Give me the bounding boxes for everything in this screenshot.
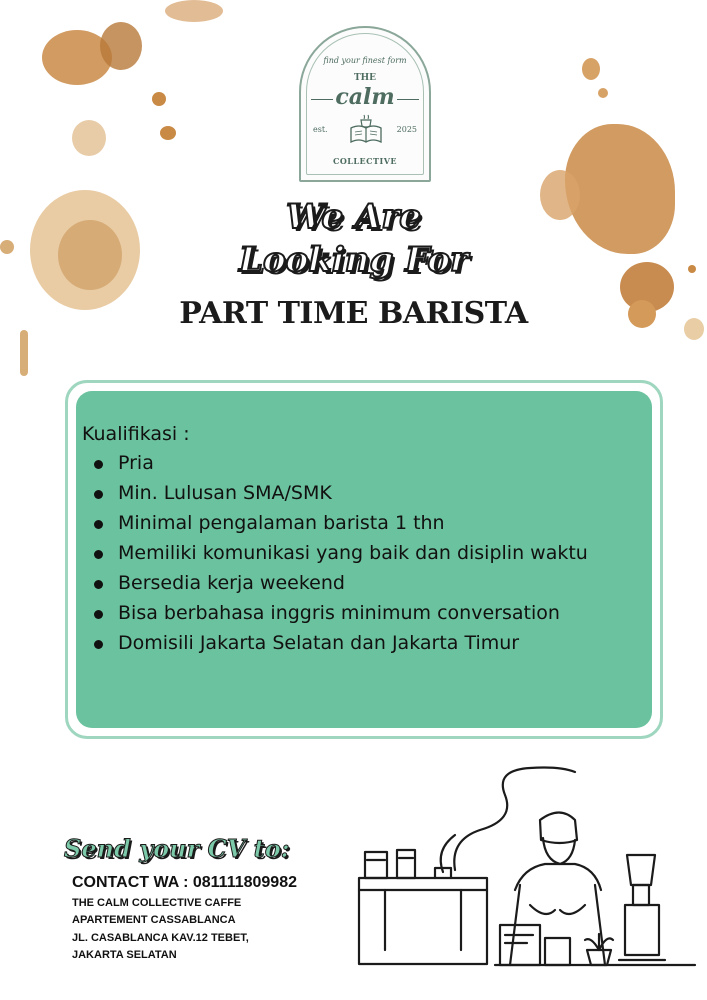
logo-divider-right bbox=[397, 99, 419, 100]
logo-est: est. bbox=[313, 125, 328, 134]
list-item bbox=[82, 512, 588, 542]
list-item-text: Memiliki komunikasi yang baik dan disiplin waktu bbox=[118, 542, 588, 564]
list-item-text: Min. Lulusan SMA/SMK bbox=[118, 482, 332, 504]
contact-whatsapp: CONTACT WA : 081111809982 bbox=[72, 874, 297, 891]
headline-line-1: We Are bbox=[286, 197, 421, 237]
send-cv-heading: Send your CV to: bbox=[64, 834, 290, 863]
logo-year: 2025 bbox=[396, 125, 417, 134]
logo-name: calm bbox=[335, 84, 395, 110]
list-item bbox=[82, 542, 588, 572]
open-book-with-cup-icon bbox=[347, 114, 385, 146]
qualifications-list bbox=[82, 452, 588, 662]
logo-the: THE bbox=[353, 73, 377, 83]
list-item-text: Minimal pengalaman barista 1 thn bbox=[118, 512, 445, 534]
logo-collective: COLLECTIVE bbox=[332, 156, 398, 166]
list-item-text: Bisa berbahasa inggris minimum conversation bbox=[118, 602, 560, 624]
list-item-text: Pria bbox=[118, 452, 154, 474]
position-title: PART TIME BARISTA bbox=[179, 296, 528, 331]
bullet-icon bbox=[94, 490, 103, 499]
logo-tagline: find your finest form bbox=[323, 56, 407, 65]
list-item bbox=[82, 572, 588, 602]
bullet-icon bbox=[94, 460, 103, 469]
list-item-text: Bersedia kerja weekend bbox=[118, 572, 345, 594]
bullet-icon bbox=[94, 520, 103, 529]
headline-line-2: Looking For bbox=[239, 240, 468, 280]
bullet-icon bbox=[94, 640, 103, 649]
list-item bbox=[82, 452, 588, 482]
qualifications-card bbox=[65, 380, 663, 739]
qualifications-heading: Kualifikasi : bbox=[82, 423, 190, 445]
barista-at-espresso-machine-illustration bbox=[355, 760, 700, 985]
list-item bbox=[82, 482, 588, 512]
list-item bbox=[82, 602, 588, 632]
bullet-icon bbox=[94, 610, 103, 619]
qualifications-panel bbox=[76, 391, 652, 728]
address-line: THE CALM COLLECTIVE CAFFE bbox=[72, 897, 242, 909]
bullet-icon bbox=[94, 550, 103, 559]
cafe-logo bbox=[299, 26, 431, 182]
address-line: APARTEMENT CASSABLANCA bbox=[72, 914, 236, 926]
address-line: JL. CASABLANCA KAV.12 TEBET, bbox=[72, 932, 249, 944]
list-item-text: Domisili Jakarta Selatan dan Jakarta Timur bbox=[118, 632, 520, 654]
list-item bbox=[82, 632, 588, 662]
address-line: JAKARTA SELATAN bbox=[72, 949, 177, 961]
bullet-icon bbox=[94, 580, 103, 589]
